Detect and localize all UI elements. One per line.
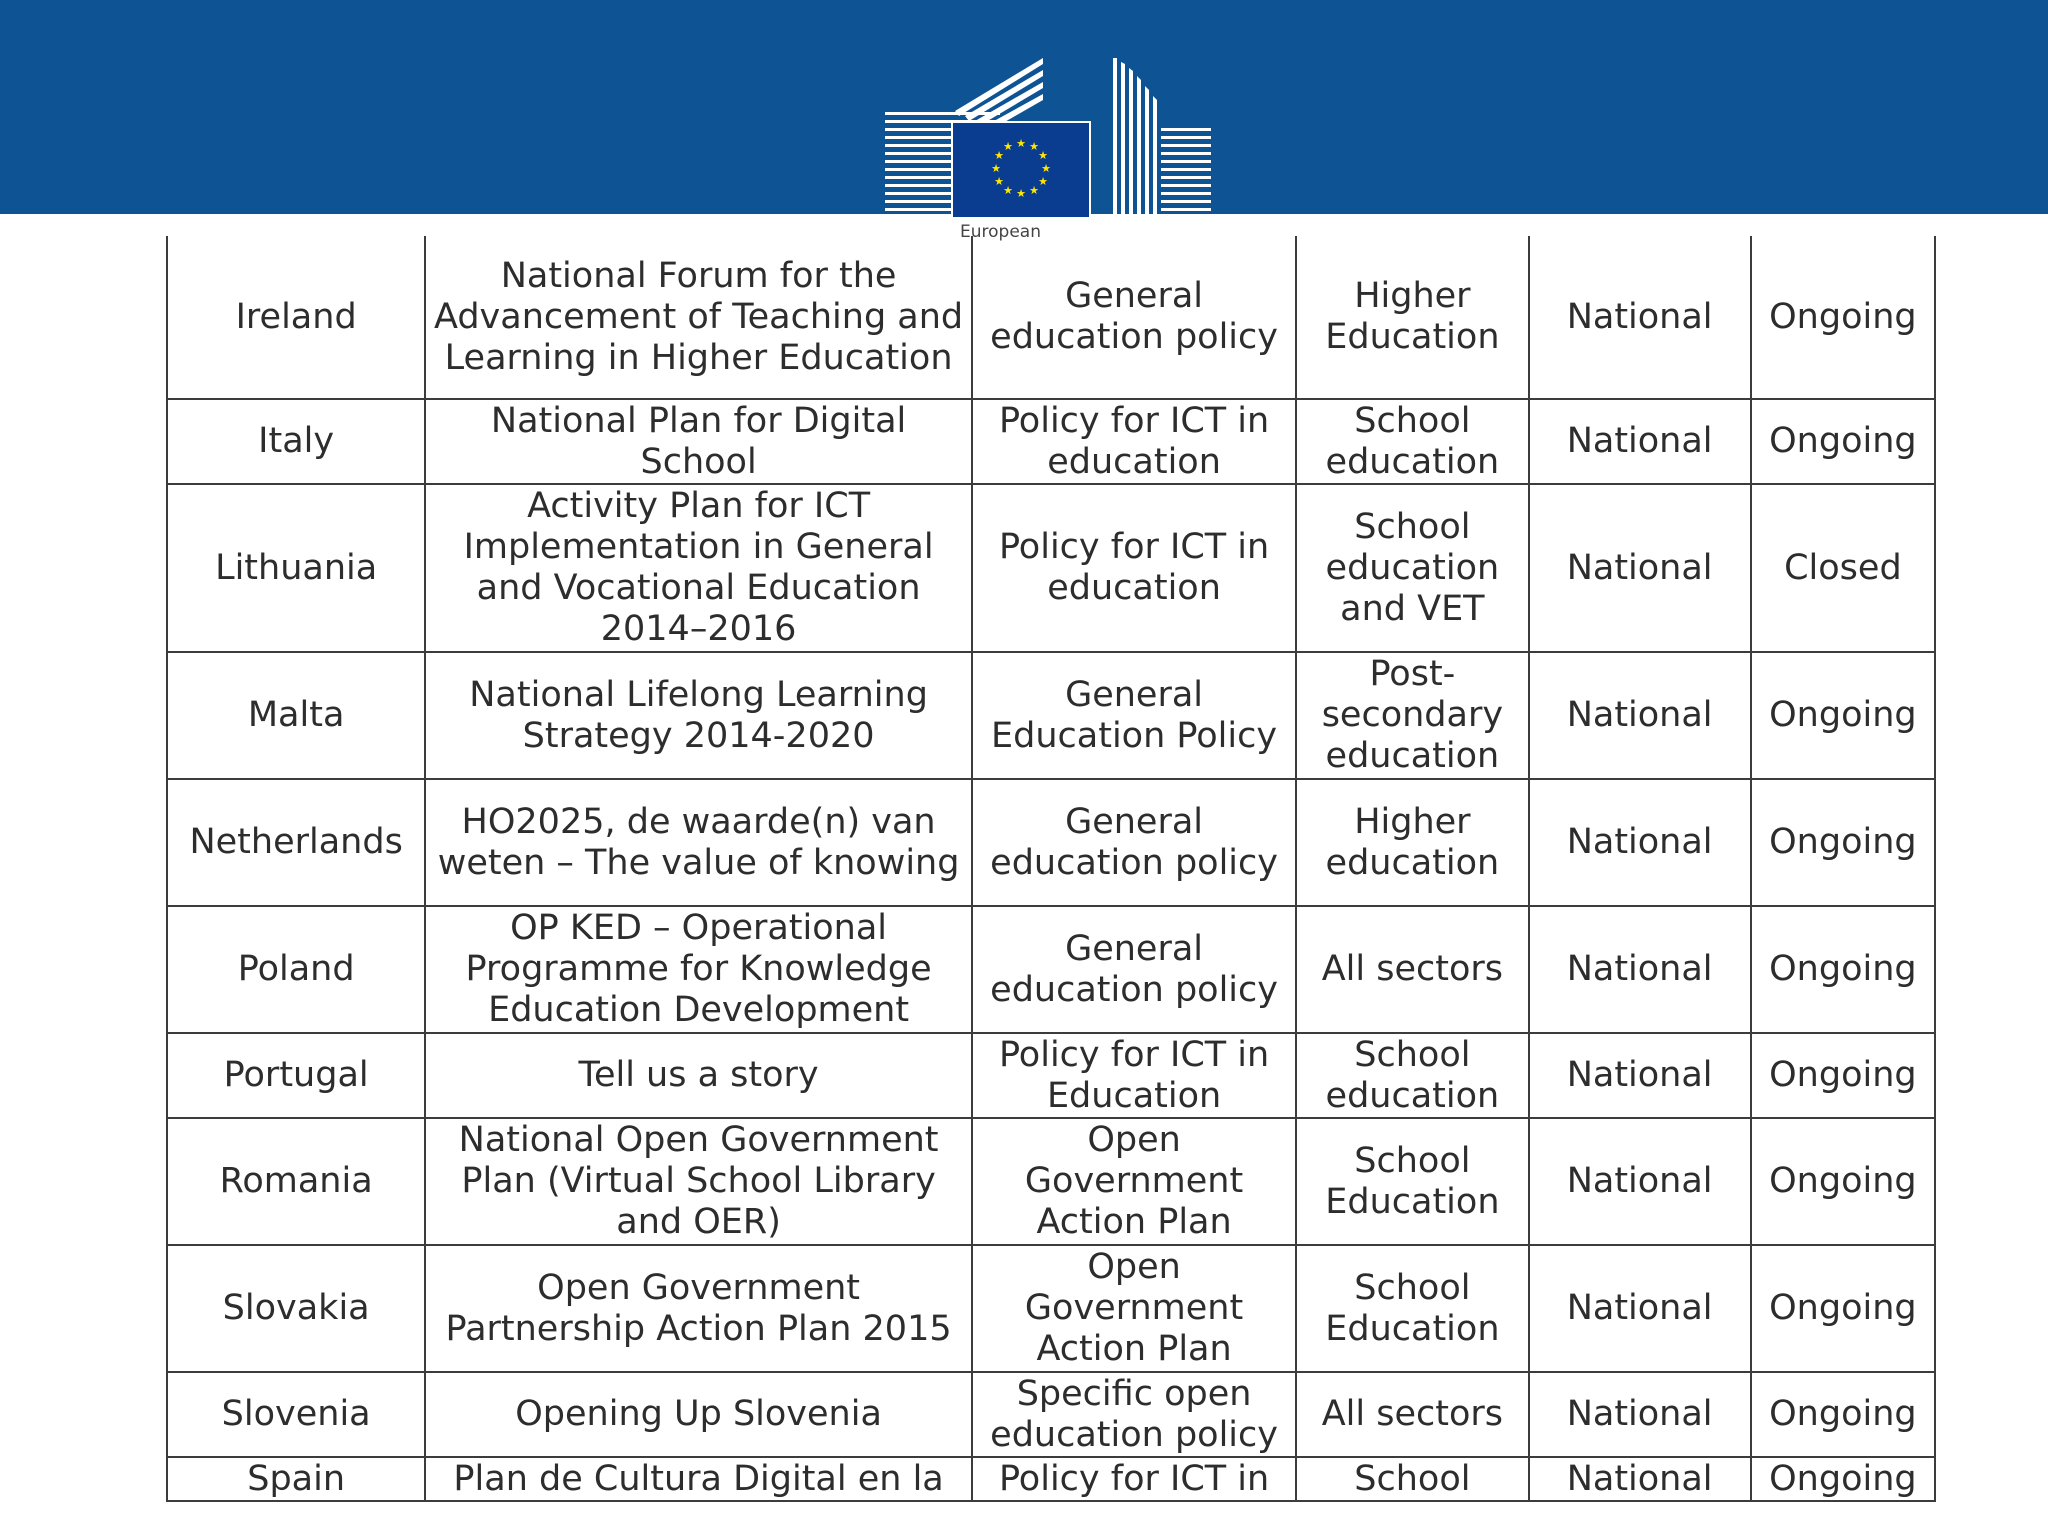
european-commission-logo xyxy=(885,56,1211,234)
table-row xyxy=(167,1118,1935,1245)
status-cell: Ongoing xyxy=(1751,1118,1935,1245)
country-cell: Lithuania xyxy=(167,484,425,652)
sector-cell: School Education xyxy=(1296,1245,1528,1372)
country-cell: Romania xyxy=(167,1118,425,1245)
policy-type-cell: Policy for ICT in education xyxy=(972,484,1296,652)
level-cell: National xyxy=(1529,1457,1751,1501)
policy-name-cell: National Forum for the Advancement of Teaching and Learning in Higher Education xyxy=(425,236,972,399)
level-cell: National xyxy=(1529,906,1751,1033)
sector-cell: School education xyxy=(1296,1033,1528,1118)
policy-type-cell: General education policy xyxy=(972,779,1296,906)
status-cell: Ongoing xyxy=(1751,1457,1935,1501)
status-cell: Ongoing xyxy=(1751,652,1935,779)
level-cell: National xyxy=(1529,484,1751,652)
policy-table xyxy=(166,236,1936,1502)
policy-name-cell: Activity Plan for ICT Implementation in General and Vocational Education 2014–2016 xyxy=(425,484,972,652)
svg-text:★: ★ xyxy=(1038,149,1048,162)
policy-type-cell: Specific open education policy xyxy=(972,1372,1296,1457)
policy-name-cell: Open Government Partnership Action Plan 2015 xyxy=(425,1245,972,1372)
svg-text:★: ★ xyxy=(1016,187,1026,200)
level-cell: National xyxy=(1529,1245,1751,1372)
svg-text:★: ★ xyxy=(1038,175,1048,188)
level-cell: National xyxy=(1529,1118,1751,1245)
svg-text:★: ★ xyxy=(991,162,1001,175)
table-row xyxy=(167,399,1935,484)
level-cell: National xyxy=(1529,236,1751,399)
policy-name-cell: HO2025, de waarde(n) van weten – The value of knowing xyxy=(425,779,972,906)
country-cell: Italy xyxy=(167,399,425,484)
sector-cell: Higher education xyxy=(1296,779,1528,906)
table-row xyxy=(167,652,1935,779)
sector-cell: Post-secondary education xyxy=(1296,652,1528,779)
policy-type-cell: Open Government Action Plan xyxy=(972,1245,1296,1372)
level-cell: National xyxy=(1529,399,1751,484)
sector-cell: All sectors xyxy=(1296,1372,1528,1457)
sector-cell: All sectors xyxy=(1296,906,1528,1033)
policy-type-cell: General education policy xyxy=(972,906,1296,1033)
country-cell: Slovenia xyxy=(167,1372,425,1457)
level-cell: National xyxy=(1529,1033,1751,1118)
level-cell: National xyxy=(1529,779,1751,906)
policy-type-cell: General education policy xyxy=(972,236,1296,399)
table-row xyxy=(167,779,1935,906)
svg-text:★: ★ xyxy=(994,175,1004,188)
country-cell: Ireland xyxy=(167,236,425,399)
svg-text:★: ★ xyxy=(1029,140,1039,153)
table-row xyxy=(167,236,1935,399)
policy-type-cell: General Education Policy xyxy=(972,652,1296,779)
table-row xyxy=(167,906,1935,1033)
svg-text:★: ★ xyxy=(1003,140,1013,153)
country-cell: Poland xyxy=(167,906,425,1033)
status-cell: Ongoing xyxy=(1751,906,1935,1033)
policy-type-cell: Open Government Action Plan xyxy=(972,1118,1296,1245)
level-cell: National xyxy=(1529,1372,1751,1457)
policy-type-cell: Policy for ICT in education xyxy=(972,399,1296,484)
policy-type-cell: Policy for ICT in Education xyxy=(972,1033,1296,1118)
policy-name-cell: National Lifelong Learning Strategy 2014-2020 xyxy=(425,652,972,779)
sector-cell: School xyxy=(1296,1457,1528,1501)
table-row xyxy=(167,484,1935,652)
svg-text:★: ★ xyxy=(1041,162,1051,175)
policy-table-container xyxy=(166,236,1936,1502)
country-cell: Netherlands xyxy=(167,779,425,906)
country-cell: Slovakia xyxy=(167,1245,425,1372)
svg-text:★: ★ xyxy=(994,149,1004,162)
sector-cell: Higher Education xyxy=(1296,236,1528,399)
svg-text:★: ★ xyxy=(1016,137,1026,150)
policy-name-cell: OP KED – Operational Programme for Knowledge Education Development xyxy=(425,906,972,1033)
country-cell: Spain xyxy=(167,1457,425,1501)
policy-name-cell: National Open Government Plan (Virtual School Library and OER) xyxy=(425,1118,972,1245)
country-cell: Malta xyxy=(167,652,425,779)
svg-text:★: ★ xyxy=(1029,184,1039,197)
sector-cell: School education and VET xyxy=(1296,484,1528,652)
status-cell: Ongoing xyxy=(1751,236,1935,399)
status-cell: Ongoing xyxy=(1751,1033,1935,1118)
table-row xyxy=(167,1245,1935,1372)
table-row xyxy=(167,1372,1935,1457)
status-cell: Ongoing xyxy=(1751,779,1935,906)
level-cell: National xyxy=(1529,652,1751,779)
policy-name-cell: National Plan for Digital School xyxy=(425,399,972,484)
sector-cell: School education xyxy=(1296,399,1528,484)
svg-text:★: ★ xyxy=(1003,184,1013,197)
country-cell: Portugal xyxy=(167,1033,425,1118)
logo-caption: European xyxy=(960,222,1041,242)
status-cell: Ongoing xyxy=(1751,1245,1935,1372)
sector-cell: School Education xyxy=(1296,1118,1528,1245)
policy-name-cell: Opening Up Slovenia xyxy=(425,1372,972,1457)
table-row xyxy=(167,1033,1935,1118)
status-cell: Ongoing xyxy=(1751,1372,1935,1457)
policy-type-cell: Policy for ICT in xyxy=(972,1457,1296,1501)
table-row xyxy=(167,1457,1935,1501)
policy-name-cell: Plan de Cultura Digital en la xyxy=(425,1457,972,1501)
policy-name-cell: Tell us a story xyxy=(425,1033,972,1118)
status-cell: Closed xyxy=(1751,484,1935,652)
status-cell: Ongoing xyxy=(1751,399,1935,484)
